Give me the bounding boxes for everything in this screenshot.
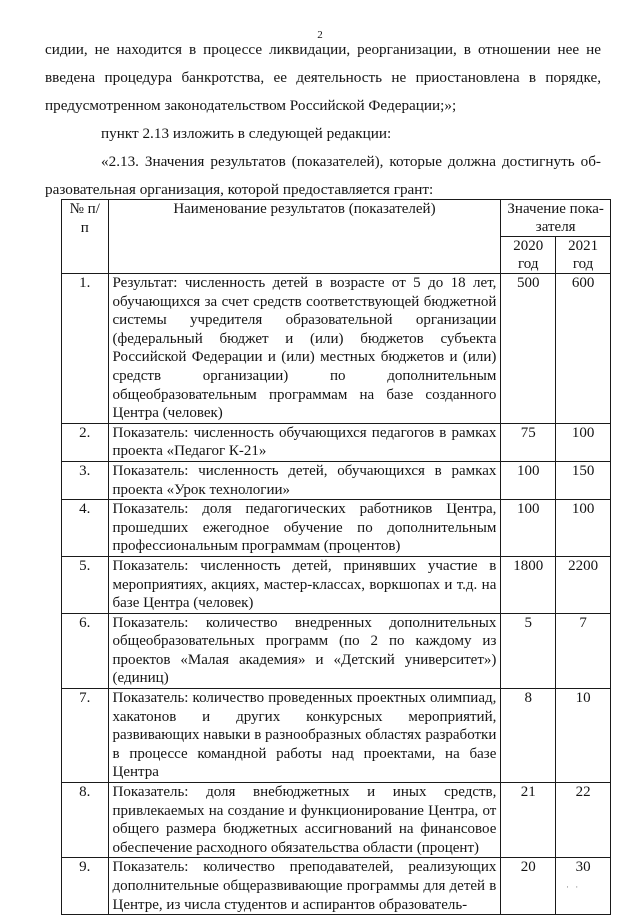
- clause-text: [45, 148, 601, 204]
- row-value-2020: 5: [501, 613, 556, 688]
- page-number: 2: [317, 29, 323, 41]
- table-row: [62, 556, 611, 613]
- row-number: 3.: [62, 461, 109, 499]
- header-name: Наименование результатов (показателей): [108, 200, 501, 274]
- row-name: Показатель: количество проведенных проектных олимпиад, хакатонов и других конкурсных мероприятий, развивающих навыки в разнообразных областях разработки в процессе командной работы над проектами, на базе Центра: [108, 689, 501, 783]
- scan-mark: · ·: [566, 882, 581, 892]
- row-number: 8.: [62, 783, 109, 858]
- row-value-2020: 75: [501, 423, 556, 461]
- row-number: 4.: [62, 500, 109, 557]
- row-value-2020: 1800: [501, 556, 556, 613]
- row-value-2021: 30: [556, 858, 611, 915]
- row-value-2021: 600: [556, 274, 611, 424]
- row-name: Показатель: доля внебюджетных и иных средств, привлекаемых на создание и функционирование Центра, от общего размера бюджетных ассигнований на финансовое обеспечение расходного обязательства области (процент): [108, 783, 501, 858]
- table-row: [62, 783, 611, 858]
- row-value-2020: 21: [501, 783, 556, 858]
- row-value-2021: 100: [556, 423, 611, 461]
- intro-paragraph: [45, 36, 601, 121]
- table-row: [62, 423, 611, 461]
- intro-line: предусмотренном законодательством Российской Федерации;»;: [45, 97, 457, 115]
- row-number: 7.: [62, 689, 109, 783]
- row-value-2021: 2200: [556, 556, 611, 613]
- row-value-2021: 10: [556, 689, 611, 783]
- row-name: Показатель: доля педагогических работников Центра, прошедших ежегодное обучение по дополнительным профессиональным программам (процентов): [108, 500, 501, 557]
- clause-instruction: пункт 2.13 изложить в следующей редакции:: [101, 125, 392, 142]
- header-year-2020: 2020 год: [501, 237, 556, 274]
- row-number: 6.: [62, 613, 109, 688]
- results-table: [61, 199, 611, 915]
- row-value-2021: 22: [556, 783, 611, 858]
- header-number: № п/п: [62, 200, 109, 274]
- intro-line: введена процедура банкротства, ее деятельность не приостановлена в порядке,: [45, 69, 601, 87]
- row-value-2020: 100: [501, 461, 556, 499]
- row-number: 5.: [62, 556, 109, 613]
- row-name: Показатель: численность детей, принявших участие в мероприятиях, акциях, мастер-классах, воркшопах и т.д. на базе Центра (человек): [108, 556, 501, 613]
- row-value-2020: 500: [501, 274, 556, 424]
- table-row: [62, 858, 611, 915]
- header-values: Значение пока-зателя: [501, 200, 611, 237]
- row-value-2021: 150: [556, 461, 611, 499]
- clause-line: разовательная организация, которой предоставляется грант:: [45, 181, 434, 199]
- row-name: Показатель: количество преподавателей, реализующих дополнительные общеразвивающие программы для детей в Центре, из числа студентов и аспирантов образователь-: [108, 858, 501, 915]
- row-number: 1.: [62, 274, 109, 424]
- row-number: 2.: [62, 423, 109, 461]
- row-value-2020: 100: [501, 500, 556, 557]
- table-row: [62, 689, 611, 783]
- table-row: [62, 500, 611, 557]
- row-name: Показатель: количество внедренных дополнительных общеобразовательных программ (по 2 по каждому из проектов «Малая академия» и «Детский университет») (единиц): [108, 613, 501, 688]
- row-number: 9.: [62, 858, 109, 915]
- header-year-2021: 2021 год: [556, 237, 611, 274]
- row-value-2021: 100: [556, 500, 611, 557]
- table-row: [62, 461, 611, 499]
- row-value-2020: 20: [501, 858, 556, 915]
- table-row: [62, 613, 611, 688]
- table-row: [62, 274, 611, 424]
- row-name: Показатель: численность обучающихся педагогов в рамках проекта «Педагог К-21»: [108, 423, 501, 461]
- clause-line: «2.13. Значения результатов (показателей), которые должна достигнуть об-: [101, 153, 601, 170]
- intro-line: сидии, не находится в процессе ликвидации, реорганизации, в отношении нее не: [45, 41, 601, 58]
- row-name: Результат: численность детей в возрасте от 5 до 18 лет, обучающихся за счет средств соответствующей бюджетной системы учредителя образовательной организации (федеральный бюджет и (или) бюджетов субъекта Российской Федерации и (или) местных бюджетов и (или) средств организации) по дополнительным общеобразовательным программам на базе созданного Центра (человек): [108, 274, 501, 424]
- row-name: Показатель: численность детей, обучающихся в рамках проекта «Урок технологии»: [108, 461, 501, 499]
- row-value-2020: 8: [501, 689, 556, 783]
- row-value-2021: 7: [556, 613, 611, 688]
